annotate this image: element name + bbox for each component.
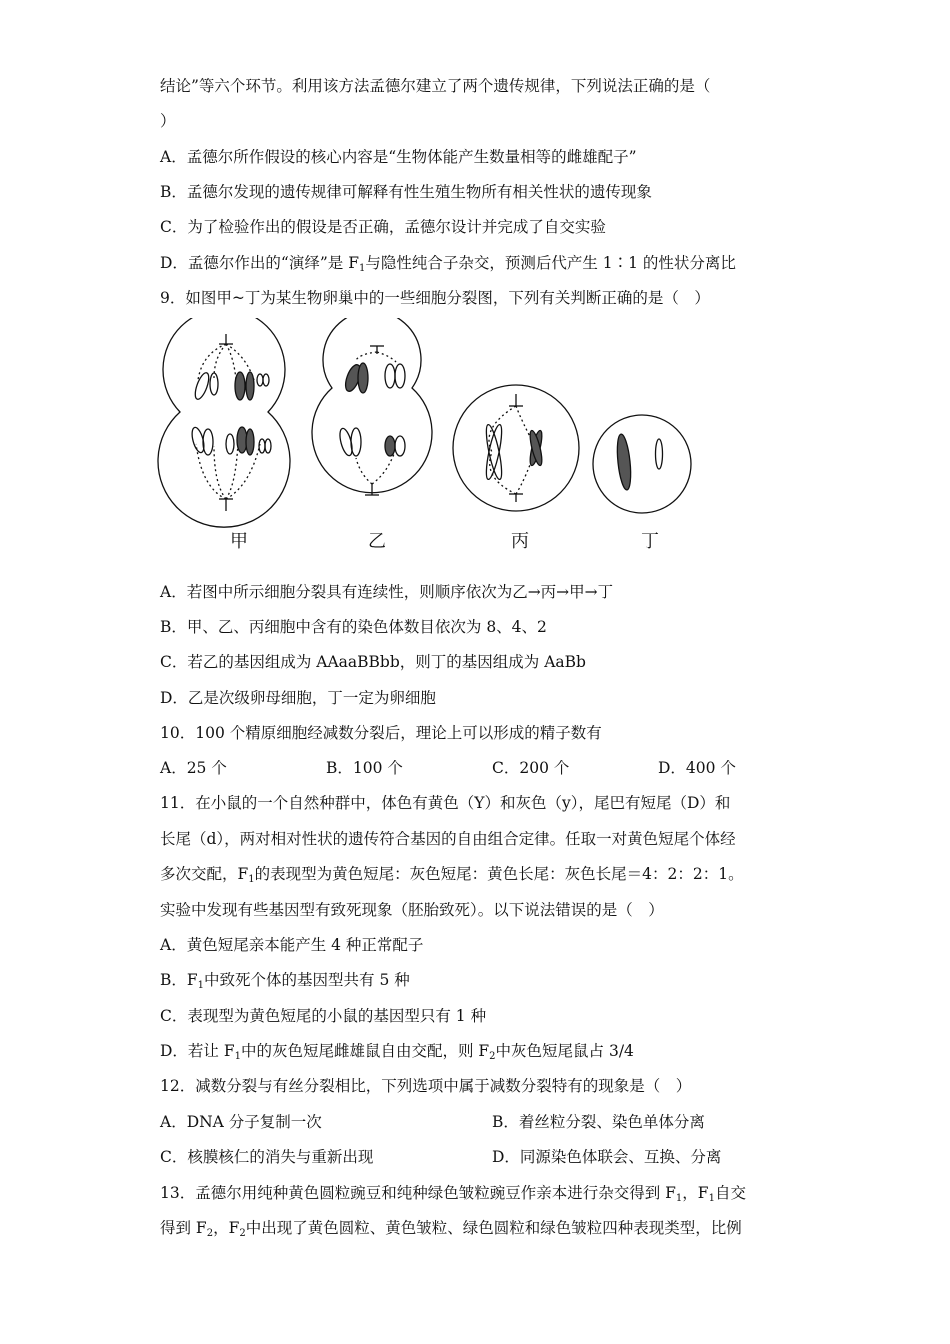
cell-label-bing: 丙 [511,531,529,552]
cell-jia-outline [158,318,290,527]
q12-option-d: D．同源染色体联会、互换、分离 [492,1148,722,1166]
q12-stem: 12．减数分裂与有丝分裂相比，下列选项中属于减数分裂特有的现象是（ ） [160,1077,692,1095]
q12-option-b: B．着丝粒分裂、染色单体分离 [492,1113,705,1131]
q11-option-c: C．表现型为黄色短尾的小鼠的基因型只有 1 种 [160,1007,487,1025]
q10-option-a: A．25 个 [160,759,227,777]
q9-option-b: B．甲、乙、丙细胞中含有的染色体数目依次为 8、4、2 [160,618,547,636]
q13-stem-line-1: 13．孟德尔用纯种黄色圆粒豌豆和纯种绿色皱粒豌豆作亲本进行杂交得到 $F_1$，$F_1$自交 [160,1184,746,1204]
q10-stem: 10．100 个精原细胞经减数分裂后，理论上可以形成的精子数有 [160,724,602,742]
q10-option-b: B．100 个 [326,759,403,777]
q11-stem-line-2: 长尾（d），两对相对性状的遗传符合基因的自由组合定律。任取一对黄色短尾个体经 [160,830,736,848]
q11-stem-line-1: 11．在小鼠的一个自然种群中，体色有黄色（Y）和灰色（y），尾巴有短尾（D）和 [160,794,731,812]
q11-option-d: D．若让 $F_1$中的灰色短尾雌雄鼠自由交配，则 $F_2$中灰色短尾鼠占 3/4 [160,1042,634,1062]
q11-option-a: A．黄色短尾亲本能产生 4 种正常配子 [160,936,424,954]
q10-option-d: D．400 个 [658,759,736,777]
cell-label-yi: 乙 [368,531,386,552]
q13-stem-line-2: 得到 $F_2$，$F_2$中出现了黄色圆粒、黄色皱粒、绿色圆粒和绿色皱粒四种表现类型，比例 [160,1219,742,1239]
q10-option-c: C．200 个 [492,759,570,777]
q11-option-b: B．$F_1$中致死个体的基因型共有 5 种 [160,971,410,991]
q8-stem-close: ） [160,112,176,130]
q9-stem: 9．如图甲~丁为某生物卵巢中的一些细胞分裂图，下列有关判断正确的是（ ） [160,289,710,307]
q9-option-d: D．乙是次级卵母细胞，丁一定为卵细胞 [160,689,436,707]
q12-option-a: A．DNA 分子复制一次 [160,1113,322,1131]
q8-option-c: C．为了检验作出的假设是否正确，孟德尔设计并完成了自交实验 [160,218,606,236]
cell-label-jia: 甲 [230,531,248,552]
q8-stem-line: 结论”等六个环节。利用该方法孟德尔建立了两个遗传规律，下列说法正确的是（ [160,77,711,95]
q9-option-a: A．若图中所示细胞分裂具有连续性，则顺序依次为乙→丙→甲→丁 [160,583,614,601]
cell-label-ding: 丁 [641,531,659,552]
cell-ding-outline [593,415,691,513]
q11-stem-line-4: 实验中发现有些基因型有致死现象（胚胎致死）。以下说法错误的是（ ） [160,901,664,919]
q8-option-b: B．孟德尔发现的遗传规律可解释有性生殖生物所有相关性状的遗传现象 [160,183,652,201]
cell-yi-outline [312,318,432,493]
q11-stem-line-3: 多次交配，$F_1$的表现型为黄色短尾：灰色短尾：黄色长尾：灰色长尾＝4：2：2：1。 [160,865,744,885]
q8-option-d: D．孟德尔作出的“演绎”是 $F_1$与隐性纯合子杂交，预测后代产生 1∶1 的性状分离比 [160,254,736,274]
q9-option-c: C．若乙的基因组成为 AAaaBBbb，则丁的基因组成为 AaBb [160,653,586,671]
cell-division-figure [150,318,710,528]
q12-option-c: C．核膜核仁的消失与重新出现 [160,1148,374,1166]
q8-option-a: A．孟德尔所作假设的核心内容是“生物体能产生数量相等的雌雄配子” [160,148,637,166]
